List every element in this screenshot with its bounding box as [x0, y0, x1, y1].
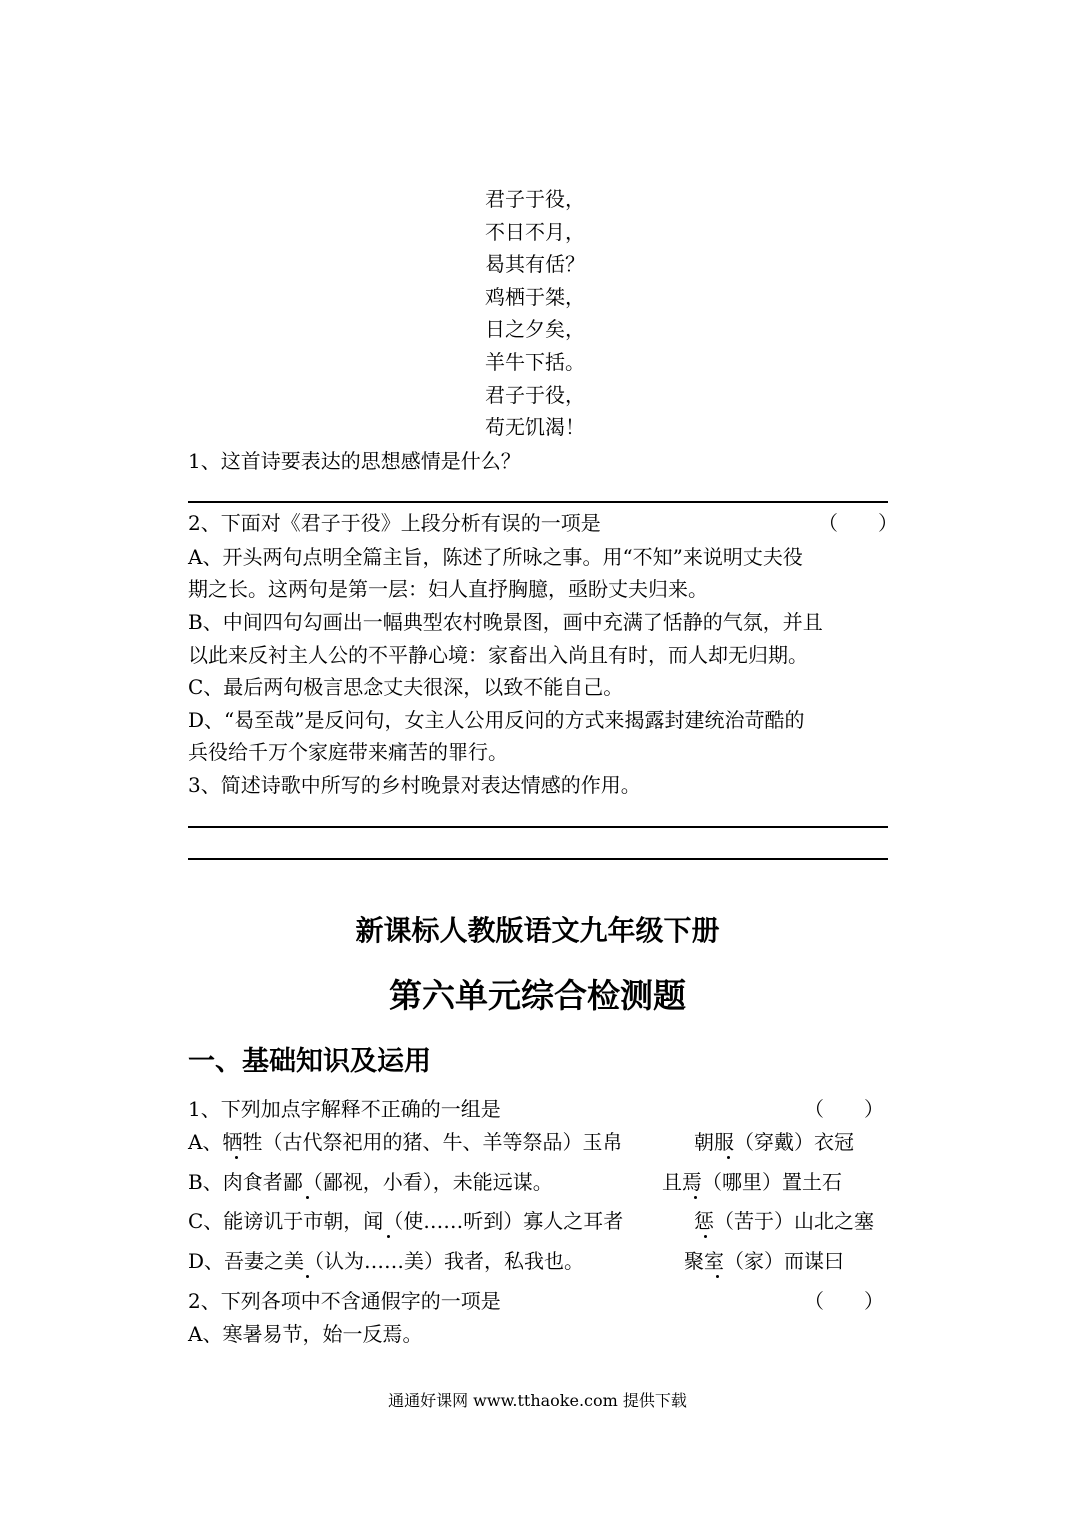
emphasis-dot: [306, 1196, 309, 1199]
option-b-left: B、肉食者鄙（鄙视，小看），未能远谋。: [188, 1170, 553, 1194]
section-question-2: 2、下列各项中不含通假字的一项是: [188, 1289, 501, 1313]
answer-line: [188, 501, 888, 503]
section-heading: 一、基础知识及运用: [188, 1046, 431, 1077]
option-a-line2: 期之长。这两句是第一层：妇人直抒胸臆，亟盼丈夫归来。: [188, 577, 708, 601]
answer-line: [188, 858, 888, 860]
emphasis-dot: [704, 1235, 707, 1238]
emphasis-dot: [727, 1156, 730, 1159]
section-question-2-option-a: A、寒暑易节，始一反焉。: [188, 1322, 423, 1346]
option-d-line2: 兵役给千万个家庭带来痛苦的罪行。: [188, 740, 508, 764]
option-a-left: A、牺牲（古代祭祀用的猪、牛、羊等祭品）玉帛: [188, 1130, 623, 1154]
option-c-left: C、能谤讥于市朝，闻（使……听到）寡人之耳者: [188, 1209, 624, 1233]
answer-line: [188, 826, 888, 828]
question-3: 3、简述诗歌中所写的乡村晚景对表达情感的作用。: [188, 773, 641, 797]
emphasis-dot: [387, 1235, 390, 1238]
poem-line: 君子于役，: [485, 382, 585, 407]
sub-title: 第六单元综合检测题: [389, 976, 686, 1015]
option-d-left: D、吾妻之美（认为……美）我者，私我也。: [188, 1249, 585, 1273]
emphasis-dot: [306, 1275, 309, 1278]
option-b-right: 且焉（哪里）置土石: [662, 1170, 842, 1194]
poem-line: 日之夕矣，: [485, 317, 585, 342]
answer-bracket: （ ）: [804, 1289, 884, 1313]
poem-line: 君子于役，: [485, 187, 585, 211]
option-c: C、最后两句极言思念丈夫很深，以致不能自己。: [188, 675, 624, 699]
question-2: 2、下面对《君子于役》上段分析有误的一项是: [188, 511, 601, 535]
poem-line: 苟无饥渴！: [485, 415, 585, 440]
emphasis-dot: [235, 1156, 238, 1159]
option-c-right: 惩（苦于）山北之塞: [694, 1209, 874, 1233]
section-question-1: 1、下列加点字解释不正确的一组是: [188, 1097, 501, 1121]
option-a-right: 朝服（穿戴）衣冠: [694, 1130, 854, 1154]
poem-line: 鸡栖于桀，: [485, 284, 585, 309]
answer-bracket: （ ）: [804, 1097, 884, 1121]
option-b-line1: B、中间四句勾画出一幅典型农村晚景图，画中充满了恬静的气氛，并且: [188, 610, 823, 634]
option-d-line1: D、“曷至哉”是反问句，女主人公用反问的方式来揭露封建统治苛酷的: [188, 708, 805, 732]
poem-line: 不日不月，: [485, 219, 585, 244]
emphasis-dot: [694, 1196, 697, 1199]
answer-bracket: （ ）: [818, 511, 898, 535]
option-a-line1: A、开头两句点明全篇主旨，陈述了所咏之事。用“不知”来说明丈夫役: [188, 545, 803, 569]
poem-line: 曷其有佸？: [485, 252, 585, 277]
poem: [485, 183, 585, 444]
question-1: 1、这首诗要表达的思想感情是什么？: [188, 449, 521, 473]
poem-line: 羊牛下括。: [485, 349, 585, 374]
main-title: 新课标人教版语文九年级下册: [355, 914, 720, 947]
option-b-line2: 以此来反衬主人公的不平静心境：家畜出入尚且有时，而人却无归期。: [188, 643, 808, 667]
option-d-right: 聚室（家）而谋曰: [684, 1249, 844, 1273]
emphasis-dot: [716, 1275, 719, 1278]
footer-credit: 通通好课网 www.tthaoke.com 提供下载: [388, 1391, 687, 1410]
